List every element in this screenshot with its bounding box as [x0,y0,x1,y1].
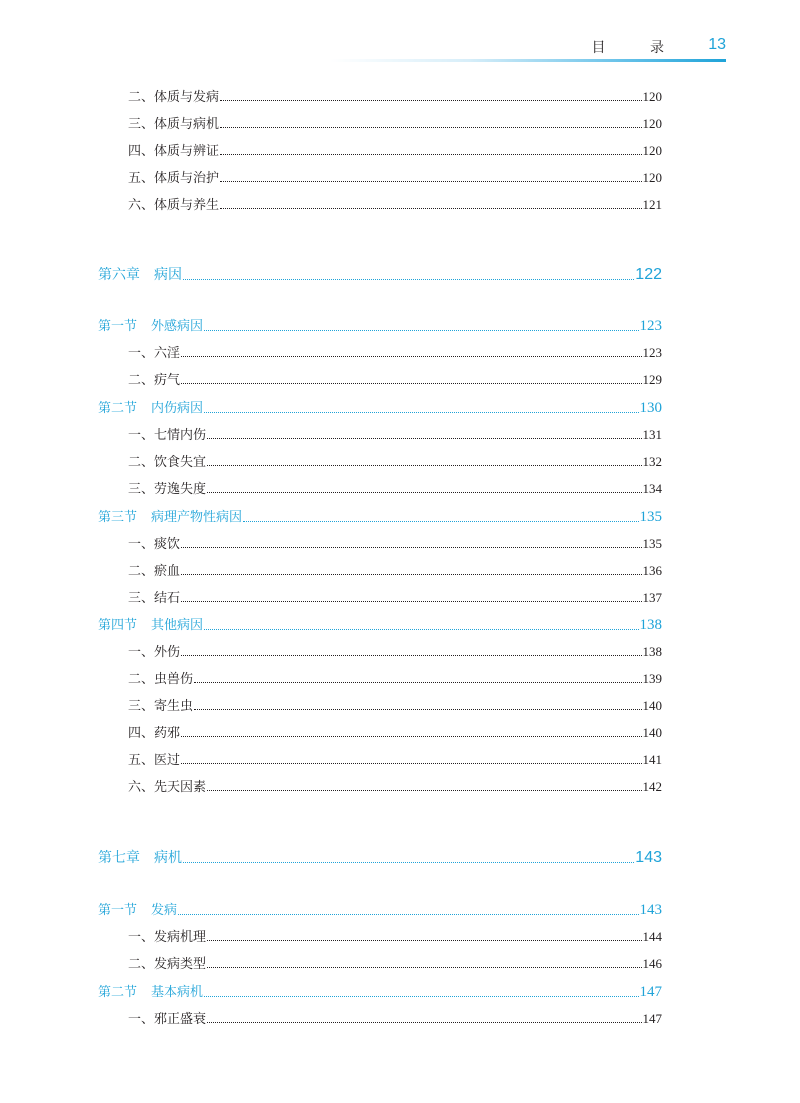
dot-leader [207,491,641,493]
toc-entry-label: 三、结石 [128,591,181,606]
dot-leader [207,437,641,439]
dot-leader [181,600,641,602]
toc-page-number: 138 [642,644,662,659]
toc-entry-label: 五、医过 [128,753,181,768]
dot-leader [181,355,641,357]
toc-item[interactable] [128,668,662,687]
toc-page-number: 139 [642,671,662,686]
dot-leader [220,99,641,101]
toc-entry-label: 二、虫兽伤 [128,672,194,687]
toc-page-number: 120 [642,116,662,131]
dot-leader [220,207,641,209]
toc-page-number: 134 [642,481,662,496]
toc-page-number: 129 [642,372,662,387]
toc-entry-label: 二、瘀血 [128,564,181,579]
toc-entry-title: 发病 [151,903,178,918]
toc-item[interactable] [128,140,662,159]
dot-leader [207,789,641,791]
toc-page-number: 140 [642,725,662,740]
dot-leader [204,329,638,331]
toc-item[interactable] [128,113,662,132]
toc-section[interactable] [98,614,662,634]
toc-entry-label [98,506,242,525]
toc-item[interactable] [128,342,662,361]
toc-entry-title: 其他病因 [151,618,204,633]
toc-item[interactable] [128,926,662,945]
toc-entry-label [98,614,203,633]
dot-leader [220,153,641,155]
dot-leader [243,520,638,522]
toc-page-number: 135 [642,536,662,551]
toc-page-number: 120 [642,89,662,104]
toc-page-number: 147 [639,984,662,1000]
toc-entry-number: 第二节 [98,401,138,416]
toc-item[interactable] [128,194,662,213]
toc-entry-label [98,981,203,1000]
dot-leader [181,762,641,764]
toc-entry-title: 病因 [154,267,182,283]
toc-section[interactable] [98,899,662,919]
toc-page-number: 121 [642,197,662,212]
toc-entry-label: 四、药邪 [128,726,181,741]
dot-leader [207,966,641,968]
toc-entry-label: 二、疠气 [128,373,181,388]
toc-page-number: 120 [642,143,662,158]
dot-leader [183,861,634,863]
toc-entry-title: 基本病机 [151,985,204,1000]
toc-entry-label: 二、体质与发病 [128,90,220,105]
dot-leader [178,913,638,915]
toc-entry-label: 一、外伤 [128,645,181,660]
toc-page-number: 136 [642,563,662,578]
toc-entry-label: 一、痰饮 [128,537,181,552]
dot-leader [220,126,641,128]
toc-page-number: 138 [639,617,662,633]
toc-entry-label: 一、发病机理 [128,930,207,945]
toc-entry-label [98,264,182,284]
toc-section[interactable] [98,315,662,335]
toc-item[interactable] [128,587,662,606]
dot-leader [181,573,641,575]
toc-entry-label: 二、发病类型 [128,957,207,972]
toc-entry-number: 第四节 [98,618,138,633]
dot-leader [204,411,638,413]
toc-item[interactable] [128,451,662,470]
toc-entry-number: 第二节 [98,985,138,1000]
dot-leader [181,546,641,548]
toc-entry-label: 六、体质与养生 [128,198,220,213]
toc-entry-label: 五、体质与治护 [128,171,220,186]
toc-entry-label: 三、劳逸失度 [128,482,207,497]
dot-leader [207,939,641,941]
toc-entry-label: 一、六淫 [128,346,181,361]
toc-item[interactable] [128,369,662,388]
toc-entry-label: 一、邪正盛衰 [128,1012,207,1027]
toc-section[interactable] [98,506,662,526]
toc-item[interactable] [128,722,662,741]
toc-page-number: 141 [642,752,662,767]
toc-entry-title: 外感病因 [151,319,204,334]
dot-leader [181,735,641,737]
toc-entry-number: 第六章 [98,267,140,283]
toc-entry-label [98,397,203,416]
toc-page-number: 120 [642,170,662,185]
toc-section[interactable] [98,981,662,1001]
toc-item[interactable] [128,533,662,552]
header-page-number: 13 [708,36,726,53]
toc-item[interactable] [128,953,662,972]
toc-page-number: 123 [642,345,662,360]
toc-entry-label: 四、体质与辨证 [128,144,220,159]
dot-leader [207,464,641,466]
toc-item[interactable] [128,749,662,768]
toc-page-number: 137 [642,590,662,605]
toc-page-number: 135 [639,509,662,525]
toc-entry-label [98,847,182,867]
toc-entry-label [98,899,177,918]
toc-item[interactable] [128,424,662,443]
toc-entry-number: 第七章 [98,850,140,866]
toc-entry-title: 病机 [154,850,182,866]
header-title: 目 录 [591,40,684,56]
dot-leader [204,628,638,630]
toc-entry-label: 一、七情内伤 [128,428,207,443]
dot-leader [183,278,634,280]
toc-page-number: 140 [642,698,662,713]
toc-entry-label: 六、先天因素 [128,780,207,795]
dot-leader [207,1021,641,1023]
toc-entry-label: 二、饮食失宜 [128,455,207,470]
toc-entry-title: 病理产物性病因 [151,510,243,525]
toc-chapter[interactable] [98,847,662,867]
toc-page-number: 143 [635,849,662,866]
toc-item[interactable] [128,478,662,497]
toc-page-number: 130 [639,400,662,416]
toc-item[interactable] [128,695,662,714]
toc-item[interactable] [128,1008,662,1027]
dot-leader [204,995,638,997]
dot-leader [181,654,641,656]
dot-leader [194,681,641,683]
toc-chapter[interactable] [98,264,662,284]
toc-section[interactable] [98,397,662,417]
dot-leader [220,180,641,182]
toc-entry-label: 三、寄生虫 [128,699,194,714]
toc-page-number: 147 [642,1011,662,1026]
toc-page-number: 123 [639,318,662,334]
toc-entry-label: 三、体质与病机 [128,117,220,132]
toc-page-number: 144 [642,929,662,944]
toc-entry-label [98,315,203,334]
toc-item[interactable] [128,776,662,795]
toc-entry-number: 第一节 [98,903,138,918]
toc-page-number: 146 [642,956,662,971]
toc-page-number: 131 [642,427,662,442]
toc-entry-title: 内伤病因 [151,401,204,416]
toc-item[interactable] [128,641,662,660]
toc-item[interactable] [128,560,662,579]
toc-page-number: 132 [642,454,662,469]
toc-page-number: 142 [642,779,662,794]
dot-leader [181,382,641,384]
toc-item[interactable] [128,86,662,105]
toc-entry-number: 第三节 [98,510,138,525]
dot-leader [194,708,641,710]
toc-entry-number: 第一节 [98,319,138,334]
toc-item[interactable] [128,167,662,186]
toc-page-number: 143 [639,902,662,918]
toc-page-number: 122 [635,266,662,283]
